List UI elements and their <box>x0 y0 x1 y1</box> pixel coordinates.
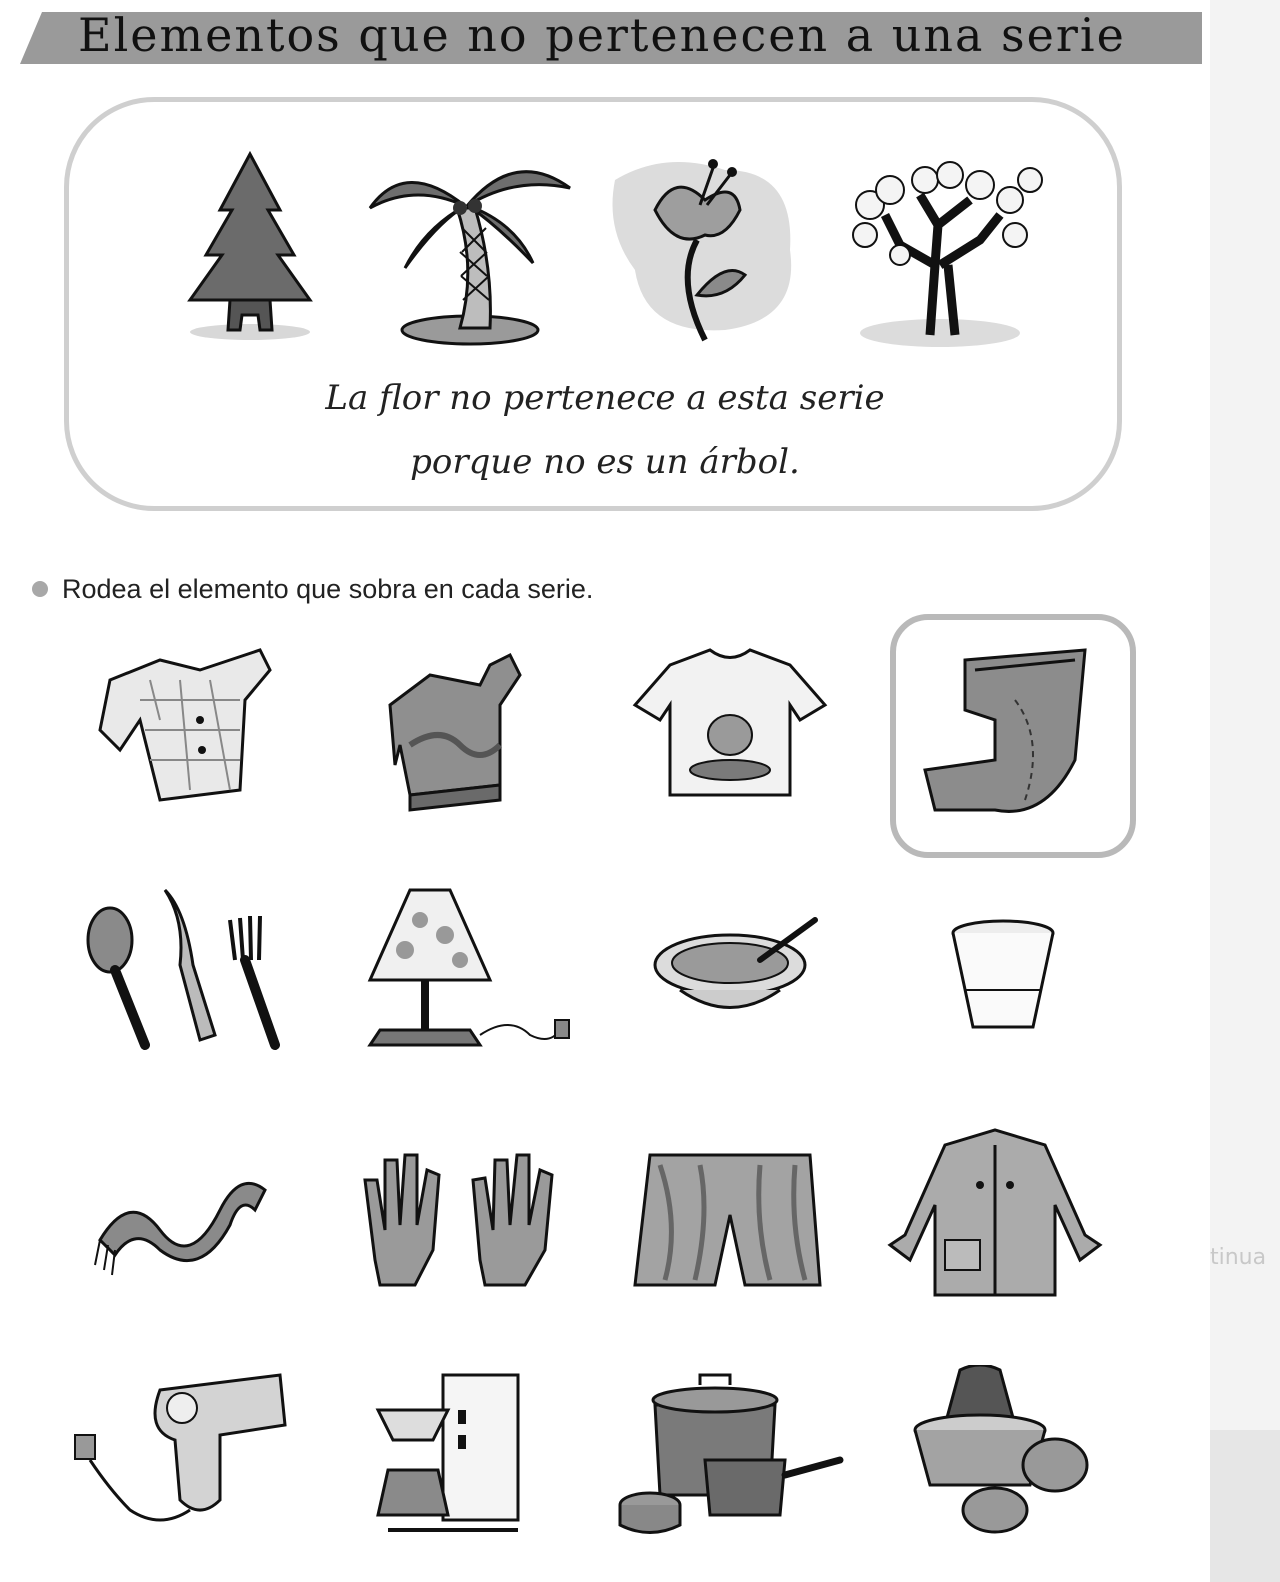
page-title: Elementos que no pertenecen a una serie <box>78 8 1126 62</box>
gloves-icon[interactable] <box>355 1140 605 1370</box>
shirt-icon[interactable] <box>80 640 330 870</box>
juicer-icon[interactable] <box>905 1365 1155 1582</box>
side-strip <box>1210 0 1280 1582</box>
pine-tree-icon <box>170 150 330 345</box>
blossom-tree-icon <box>840 155 1060 350</box>
tshirt-icon[interactable] <box>630 645 880 875</box>
title-banner <box>20 8 1202 64</box>
sweater-icon[interactable] <box>370 645 620 875</box>
side-strip-text: tinua <box>1210 1245 1267 1270</box>
circle-answer <box>890 614 1136 858</box>
instruction-text: Rodea el elemento que sobra en cada serie. <box>62 574 594 604</box>
flower-icon <box>605 150 805 350</box>
instruction <box>32 574 593 605</box>
example-caption-line1: La flor no pertenece a esta serie <box>325 378 885 418</box>
soup-bowl-icon[interactable] <box>650 915 900 1145</box>
bullet-dot <box>32 581 48 597</box>
side-strip-lower <box>1210 1430 1280 1582</box>
example-caption-line2: porque no es un árbol. <box>410 442 800 482</box>
coat-icon[interactable] <box>885 1125 1135 1355</box>
scarf-icon[interactable] <box>90 1150 340 1380</box>
palm-tree-icon <box>365 148 575 348</box>
lamp-icon[interactable] <box>360 885 610 1115</box>
shorts-icon[interactable] <box>630 1145 880 1375</box>
cutlery-icon[interactable] <box>75 880 325 1110</box>
pots-icon[interactable] <box>610 1365 860 1582</box>
coffee-maker-icon[interactable] <box>368 1370 618 1582</box>
cup-icon[interactable] <box>945 915 1195 1145</box>
hair-dryer-icon[interactable] <box>70 1370 320 1582</box>
